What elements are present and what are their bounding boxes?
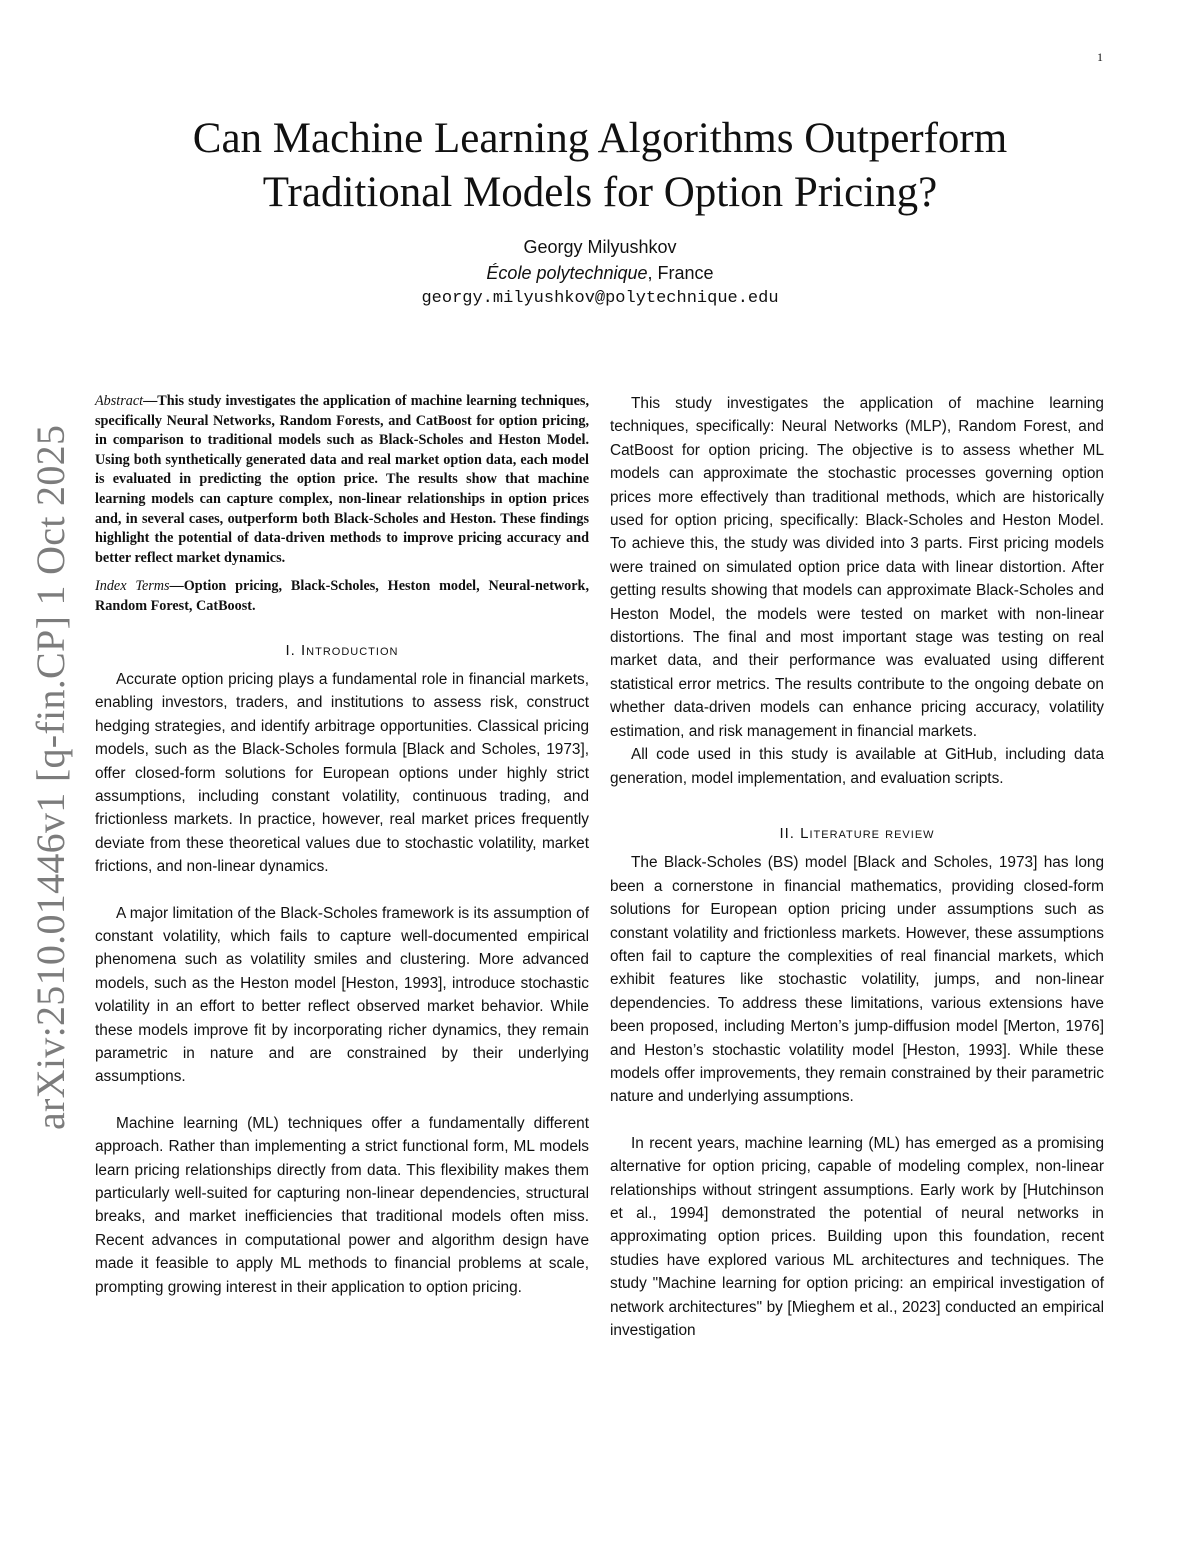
index-terms <box>95 577 589 616</box>
abstract <box>95 392 589 568</box>
abstract-text: —This study investigates the application of machine learning techniques, specifically Neural Networks, Random Forests, and CatBoost for option pricing, in comparison to traditional models such as Black-Scholes and Heston Model. Using both synthetically generated data and real market option data, each model is evaluated in predicting the option price. The results show that machine learning models can capture complex, non-linear relationships in option prices and, in several cases, outperform both Black-Scholes and Heston. These findings highlight the potential of data-driven methods to improve pricing accuracy and better reflect market dynamics. <box>95 393 589 566</box>
intro-paragraph-2: A major limitation of the Black-Scholes framework is its assumption of constant volatility, which fails to capture well-documented empirical phenomena such as volatility smiles and clustering. More advanced models, such as the Heston model [Heston, 1993], introduce stochastic volatility in an effort to better reflect observed market behavior. While these models improve fit by incorporating richer dynamics, they remain parametric in nature and are constrained by their underlying assumptions. <box>95 904 590 1086</box>
author-email: georgy.milyushkov@polytechnique.edu <box>421 289 779 308</box>
intro-paragraph-1: Accurate option pricing plays a fundamental role in financial markets, enabling investors, traders, and institutions to assess risk, construct hedging strategies, and identify arbitrage opportunities. Classical pricing models, such as the Black-Scholes formula [Black and Scholes, 1973], offer closed-form solutions for European options under highly strict assumptions, including constant volatility, continuous trading, and frictionless markets. In practice, however, real market prices frequently deviate from these theoretical values due to stochastic volatility, market frictions, and non-linear dynamics. <box>95 670 589 876</box>
paper-title: Can Machine Learning Algorithms Outperform Traditional Models for Option Pricing? <box>192 115 1008 216</box>
intro-paragraph-3: Machine learning (ML) techniques offer a fundamentally different approach. Rather than implementing a strict functional form, ML models learn pricing relationships directly from data. This flexibility makes them particularly well-suited for capturing non-linear dependencies, structural breaks, and market inefficiencies that traditional models often miss. Recent advances in computational power and algorithm design have made it feasible to apply ML methods to financial problems at scale, prompting growing interest in their application to option pricing. <box>95 1114 589 1296</box>
litreview-paragraph-1: The Black-Scholes (BS) model [Black and Scholes, 1973] has long been a cornerstone in financial mathematics, providing closed-form solutions for European option pricing under assumptions such as constant volatility and frictionless markets. However, these assumptions often fail to capture the complexities of real financial markets, which exhibit features like stochastic volatility, jumps, and non-linear dependencies. To address these limitations, various extensions have been proposed, including Merton’s jump-diffusion model [Merton, 1976] and Heston’s stochastic volatility model [Heston, 1993]. While these models offer improvements, they remain constrained by their parametric nature and underlying assumptions. <box>610 854 1104 1106</box>
index-terms-lead: Index Terms <box>95 578 170 595</box>
section-heading-literature-review: II. Literature review <box>779 824 935 842</box>
author-block <box>100 234 1100 312</box>
left-column <box>95 392 589 1299</box>
author-name: Georgy Milyushkov <box>523 237 677 257</box>
section-heading-introduction: I. Introduction <box>285 641 399 659</box>
litreview-paragraph-2: In recent years, machine learning (ML) has emerged as a promising alternative for option pricing, capable of modeling complex, non-linear relationships without stringent assumptions. Early work by [Hutchinson et al., 1994] demonstrated the potential of neural networks in approximating option prices. Building upon this foundation, recent studies have explored various ML architectures and techniques. The study "Machine learning for option pricing: an empirical investigation of network architectures" by [Mieghem et al., 2023] conducted an empirical investigation <box>610 1134 1104 1340</box>
right-column <box>610 392 1104 1342</box>
abstract-lead: Abstract <box>95 393 144 409</box>
author-affiliation <box>100 260 1100 286</box>
author-institution: École polytechnique <box>486 263 648 283</box>
intro-paragraph-4: This study investigates the application of machine learning techniques, specifically: Neural Networks (MLP), Random Forest, and CatBoost for option pricing. The objective is to assess whether ML models can approximate the stochastic processes governing option prices more effectively than traditional methods, which are historically used for option pricing, specifically: Black-Scholes and Heston Model. To achieve this, the study was divided into 3 parts. First pricing models were trained on simulated option price data with linear distortion. After getting results showing that models can approximate Black-Scholes and Heston Model, the models were tested on market with non-linear distortions. The final and most important stage was testing on real market data, and their performance was evaluated using different statistical error metrics. The results contribute to the ongoing debate on whether data-driven models can enhance pricing accuracy, volatility estimation, and risk management in financial markets. <box>610 395 1104 740</box>
intro-paragraph-5: All code used in this study is available at GitHub, including data generation, model implementation, and evaluation scripts. <box>610 746 1104 787</box>
index-terms-text: —Option pricing, Black-Scholes, Heston model, Neural-network, Random Forest, CatBoost. <box>95 578 589 614</box>
arxiv-identifier: arXiv:2510.01446v1 [q-fin.CP] 1 Oct 2025 <box>28 424 73 1130</box>
author-country: , France <box>647 263 714 283</box>
page-number: 1 <box>1097 50 1103 64</box>
